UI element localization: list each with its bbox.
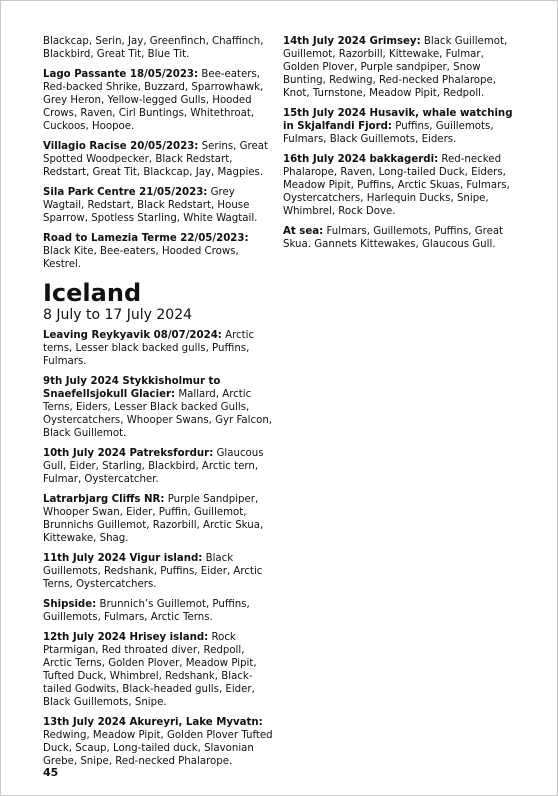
entry-heading: 14th July 2024 Grimsey: xyxy=(283,36,421,47)
sighting-entry xyxy=(43,716,275,768)
sighting-entry xyxy=(43,447,275,486)
entry-heading: 12th July 2024 Hrisey island: xyxy=(43,632,209,643)
entry-heading: 13th July 2024 Akureyri, Lake Myvatn: xyxy=(43,717,263,728)
entry-heading: Villagio Racise 20/05/2023: xyxy=(43,141,199,152)
right-column xyxy=(283,35,521,258)
sighting-entry xyxy=(283,107,521,146)
entry-species: Purple Sandpiper, Whooper Swan, Eider, Puffin, Guillemot, Brunnichs Guillemot, Razorbill, Arctic Skua, Kittewake, Shag. xyxy=(43,494,264,544)
entry-species: Rock Ptarmigan, Red throated diver, Redpoll, Arctic Terns, Golden Plover, Meadow Pipit, Tufted Duck, Whimbrel, Redshank, Black-tailed Godwits, Black-headed gulls, Eider, Black Guillemots, Snipe. xyxy=(43,632,257,708)
iceland-sightings-list-continued xyxy=(283,35,521,251)
entry-heading: Shipside: xyxy=(43,599,97,610)
entry-heading: Latrarbjarg Cliffs NR: xyxy=(43,494,165,505)
sighting-entry xyxy=(283,153,521,218)
sighting-entry xyxy=(43,375,275,440)
entry-species: Blackcap, Serin, Jay, Greenfinch, Chaffinch, Blackbird, Great Tit, Blue Tit. xyxy=(43,36,264,60)
entry-species: Redwing, Meadow Pipit, Golden Plover Tufted Duck, Scaup, Long-tailed duck, Slavonian Grebe, Snipe, Red-necked Phalarope. xyxy=(43,730,273,767)
entry-heading: At sea: xyxy=(283,226,324,237)
entry-heading: Road to Lamezia Terme 22/05/2023: xyxy=(43,233,249,244)
sighting-entry xyxy=(43,493,275,545)
sighting-entry xyxy=(43,552,275,591)
entry-heading: 16th July 2024 bakkagerdi: xyxy=(283,154,439,165)
sighting-entry xyxy=(43,598,275,624)
entry-species: Brunnich’s Guillemot, Puffins, Guillemots, Fulmars, Arctic Terns. xyxy=(43,599,250,623)
sighting-entry xyxy=(43,140,275,179)
entry-species: Mallard, Arctic Terns, Eiders, Lesser Black backed Gulls, Oystercatchers, Whooper Swans, Gyr Falcon, Black Guillemot. xyxy=(43,389,273,439)
sighting-entry xyxy=(43,631,275,709)
entry-heading: 10th July 2024 Patreksfordur: xyxy=(43,448,214,459)
entry-species: Serins, Great Spotted Woodpecker, Black Redstart, Redstart, Great Tit, Blackcap, Jay, Magpies. xyxy=(43,141,268,178)
entry-heading: Lago Passante 18/05/2023: xyxy=(43,69,199,80)
entry-species: Black Kite, Bee-eaters, Hooded Crows, Kestrel. xyxy=(43,246,239,270)
page-number: 45 xyxy=(43,766,59,779)
section-dates: 8 July to 17 July 2024 xyxy=(43,307,193,323)
sighting-entry xyxy=(283,225,521,251)
entry-species: Arctic terns, Lesser black backed gulls, Puffins, Fulmars. xyxy=(43,330,255,367)
entry-species: Grey Wagtail, Redstart, Black Redstart, House Sparrow, Spotless Starling, White Wagtail. xyxy=(43,187,258,224)
entry-species: Puffins, Guillemots, Fulmars, Black Guillemots, Eiders. xyxy=(283,121,494,145)
sighting-entry xyxy=(283,35,521,100)
sighting-entry xyxy=(43,68,275,133)
entry-species: Black Guillemot, Guillemot, Razorbill, Kittewake, Fulmar, Golden Plover, Purple sandpiper, Snow Bunting, Redwing, Red-necked Phalarope, Knot, Turnstone, Meadow Pipit, Redpoll. xyxy=(283,36,508,99)
entry-heading: 15th July 2024 Husavik, whale watching in Skjalfandi Fjord: xyxy=(283,108,513,132)
sighting-entry xyxy=(43,329,275,368)
sighting-entry xyxy=(43,35,275,61)
entry-species: Red-necked Phalarope, Raven, Long-tailed Duck, Eiders, Meadow Pipit, Puffins, Arctic Skuas, Fulmars, Oystercatchers, Harlequin Ducks, Snipe, Whimbrel, Rock Dove. xyxy=(283,154,510,217)
entry-heading: Sila Park Centre 21/05/2023: xyxy=(43,187,208,198)
sighting-entry xyxy=(43,186,275,225)
italy-sightings-list xyxy=(43,35,275,271)
entry-species: Glaucous Gull, Eider, Starling, Blackbird, Arctic tern, Fulmar, Oystercatcher. xyxy=(43,448,264,485)
entry-species: Fulmars, Guillemots, Puffins, Great Skua. Gannets Kittewakes, Glaucous Gull. xyxy=(283,226,504,250)
entry-species: Black Guillemots, Redshank, Puffins, Eider, Arctic Terns, Oystercatchers. xyxy=(43,553,263,590)
entry-species: Bee-eaters, Red-backed Shrike, Buzzard, Sparrowhawk, Grey Heron, Yellow-legged Gulls, Hooded Crows, Raven, Cirl Buntings, Whitethroat, Cuckoos, Hoopoe. xyxy=(43,69,264,132)
left-column xyxy=(43,35,275,775)
section-title: Iceland xyxy=(43,279,142,307)
entry-heading: 9th July 2024 Stykkisholmur to Snaefellsjokull Glacier: xyxy=(43,376,221,400)
entry-heading: 11th July 2024 Vigur island: xyxy=(43,553,203,564)
iceland-sightings-list xyxy=(43,329,275,768)
sighting-entry xyxy=(43,232,275,271)
entry-heading: Leaving Reykyavik 08/07/2024: xyxy=(43,330,222,341)
